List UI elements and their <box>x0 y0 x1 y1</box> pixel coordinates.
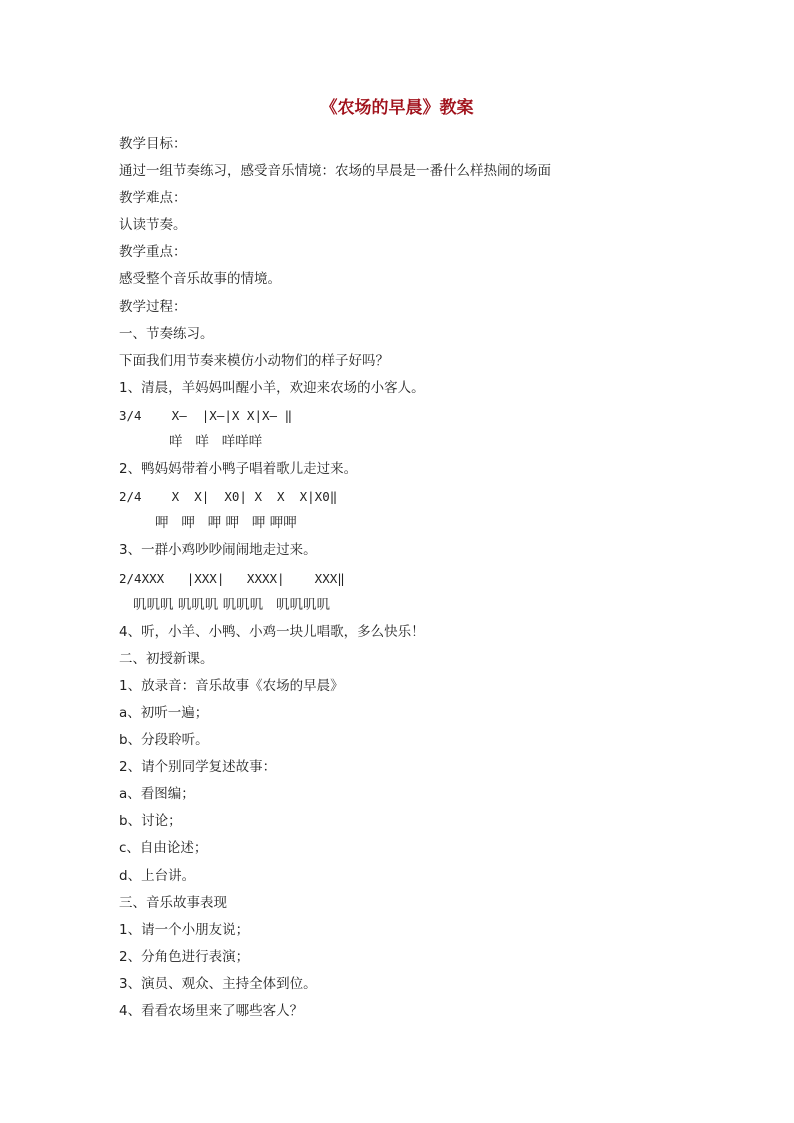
heading-new-lesson: 二、初授新课。 <box>119 650 214 667</box>
rhythm-syllables-duck: 呷 呷 呷 呷 呷 呷呷 <box>155 515 297 532</box>
list-item-chicks: 3、一群小鸡吵吵闹闹地走过来。 <box>119 542 317 559</box>
list-item-sing-together: 4、听，小羊、小鸭、小鸡一块儿唱歌，多么快乐！ <box>119 623 425 640</box>
section-label-focus: 教学重点： <box>119 244 187 261</box>
rhythm-notation-sheep: 3/4 X— |X—|X X|X— ‖ <box>119 407 293 423</box>
rhythm-notation-duck: 2/4 X X| X0| X X X|X0‖ <box>119 489 338 505</box>
section-label-objectives: 教学目标： <box>119 136 187 152</box>
document-title: 《农场的早晨》教案 <box>320 98 474 118</box>
list-item-retell-story: 2、请个别同学复述故事： <box>119 759 277 776</box>
list-item-all-in-place: 3、演员、观众、主持全体到位。 <box>119 975 317 992</box>
paragraph-focus: 感受整个音乐故事的情境。 <box>119 271 281 288</box>
section-label-process: 教学过程： <box>119 298 187 315</box>
list-item-child-tells: 1、请一个小朋友说； <box>119 921 250 938</box>
sub-item-stage: d、上台讲。 <box>119 867 196 884</box>
list-item-duck: 2、鸭妈妈带着小鸭子唱着歌儿走过来。 <box>119 461 358 478</box>
sub-item-picture: a、看图编； <box>119 786 195 803</box>
section-label-difficulty: 教学难点： <box>119 190 187 207</box>
rhythm-notation-chicks: 2/4XXX |XXX| XXXX| XXX‖ <box>119 570 345 586</box>
list-item-play-recording: 1、放录音：音乐故事《农场的早晨》 <box>119 677 344 694</box>
sub-item-discuss: b、讨论； <box>119 813 182 830</box>
heading-story-performance: 三、音乐故事表现 <box>119 894 227 911</box>
paragraph-objectives: 通过一组节奏练习，感受音乐情境：农场的早晨是一番什么样热闹的场面 <box>119 163 551 180</box>
sub-item-first-listen: a、初听一遍； <box>119 704 209 721</box>
heading-rhythm-practice: 一、节奏练习。 <box>119 325 214 342</box>
paragraph-rhythm-intro: 下面我们用节奏来模仿小动物们的样子好吗？ <box>119 352 389 369</box>
document-body <box>119 131 739 1025</box>
rhythm-syllables-chicks: 叽叽叽 叽叽叽 叽叽叽 叽叽叽叽 <box>133 596 330 613</box>
paragraph-difficulty: 认读节奏。 <box>119 217 187 234</box>
rhythm-syllables-sheep: 咩 咩 咩咩咩 <box>169 434 263 451</box>
sub-item-free-talk: c、自由论述； <box>119 840 208 857</box>
list-item-sheep: 1、清晨，羊妈妈叫醒小羊，欢迎来农场的小客人。 <box>119 379 425 396</box>
sub-item-segment-listen: b、分段聆听。 <box>119 732 209 749</box>
list-item-which-guests: 4、看看农场里来了哪些客人？ <box>119 1003 304 1019</box>
list-item-role-play: 2、分角色进行表演； <box>119 948 250 965</box>
